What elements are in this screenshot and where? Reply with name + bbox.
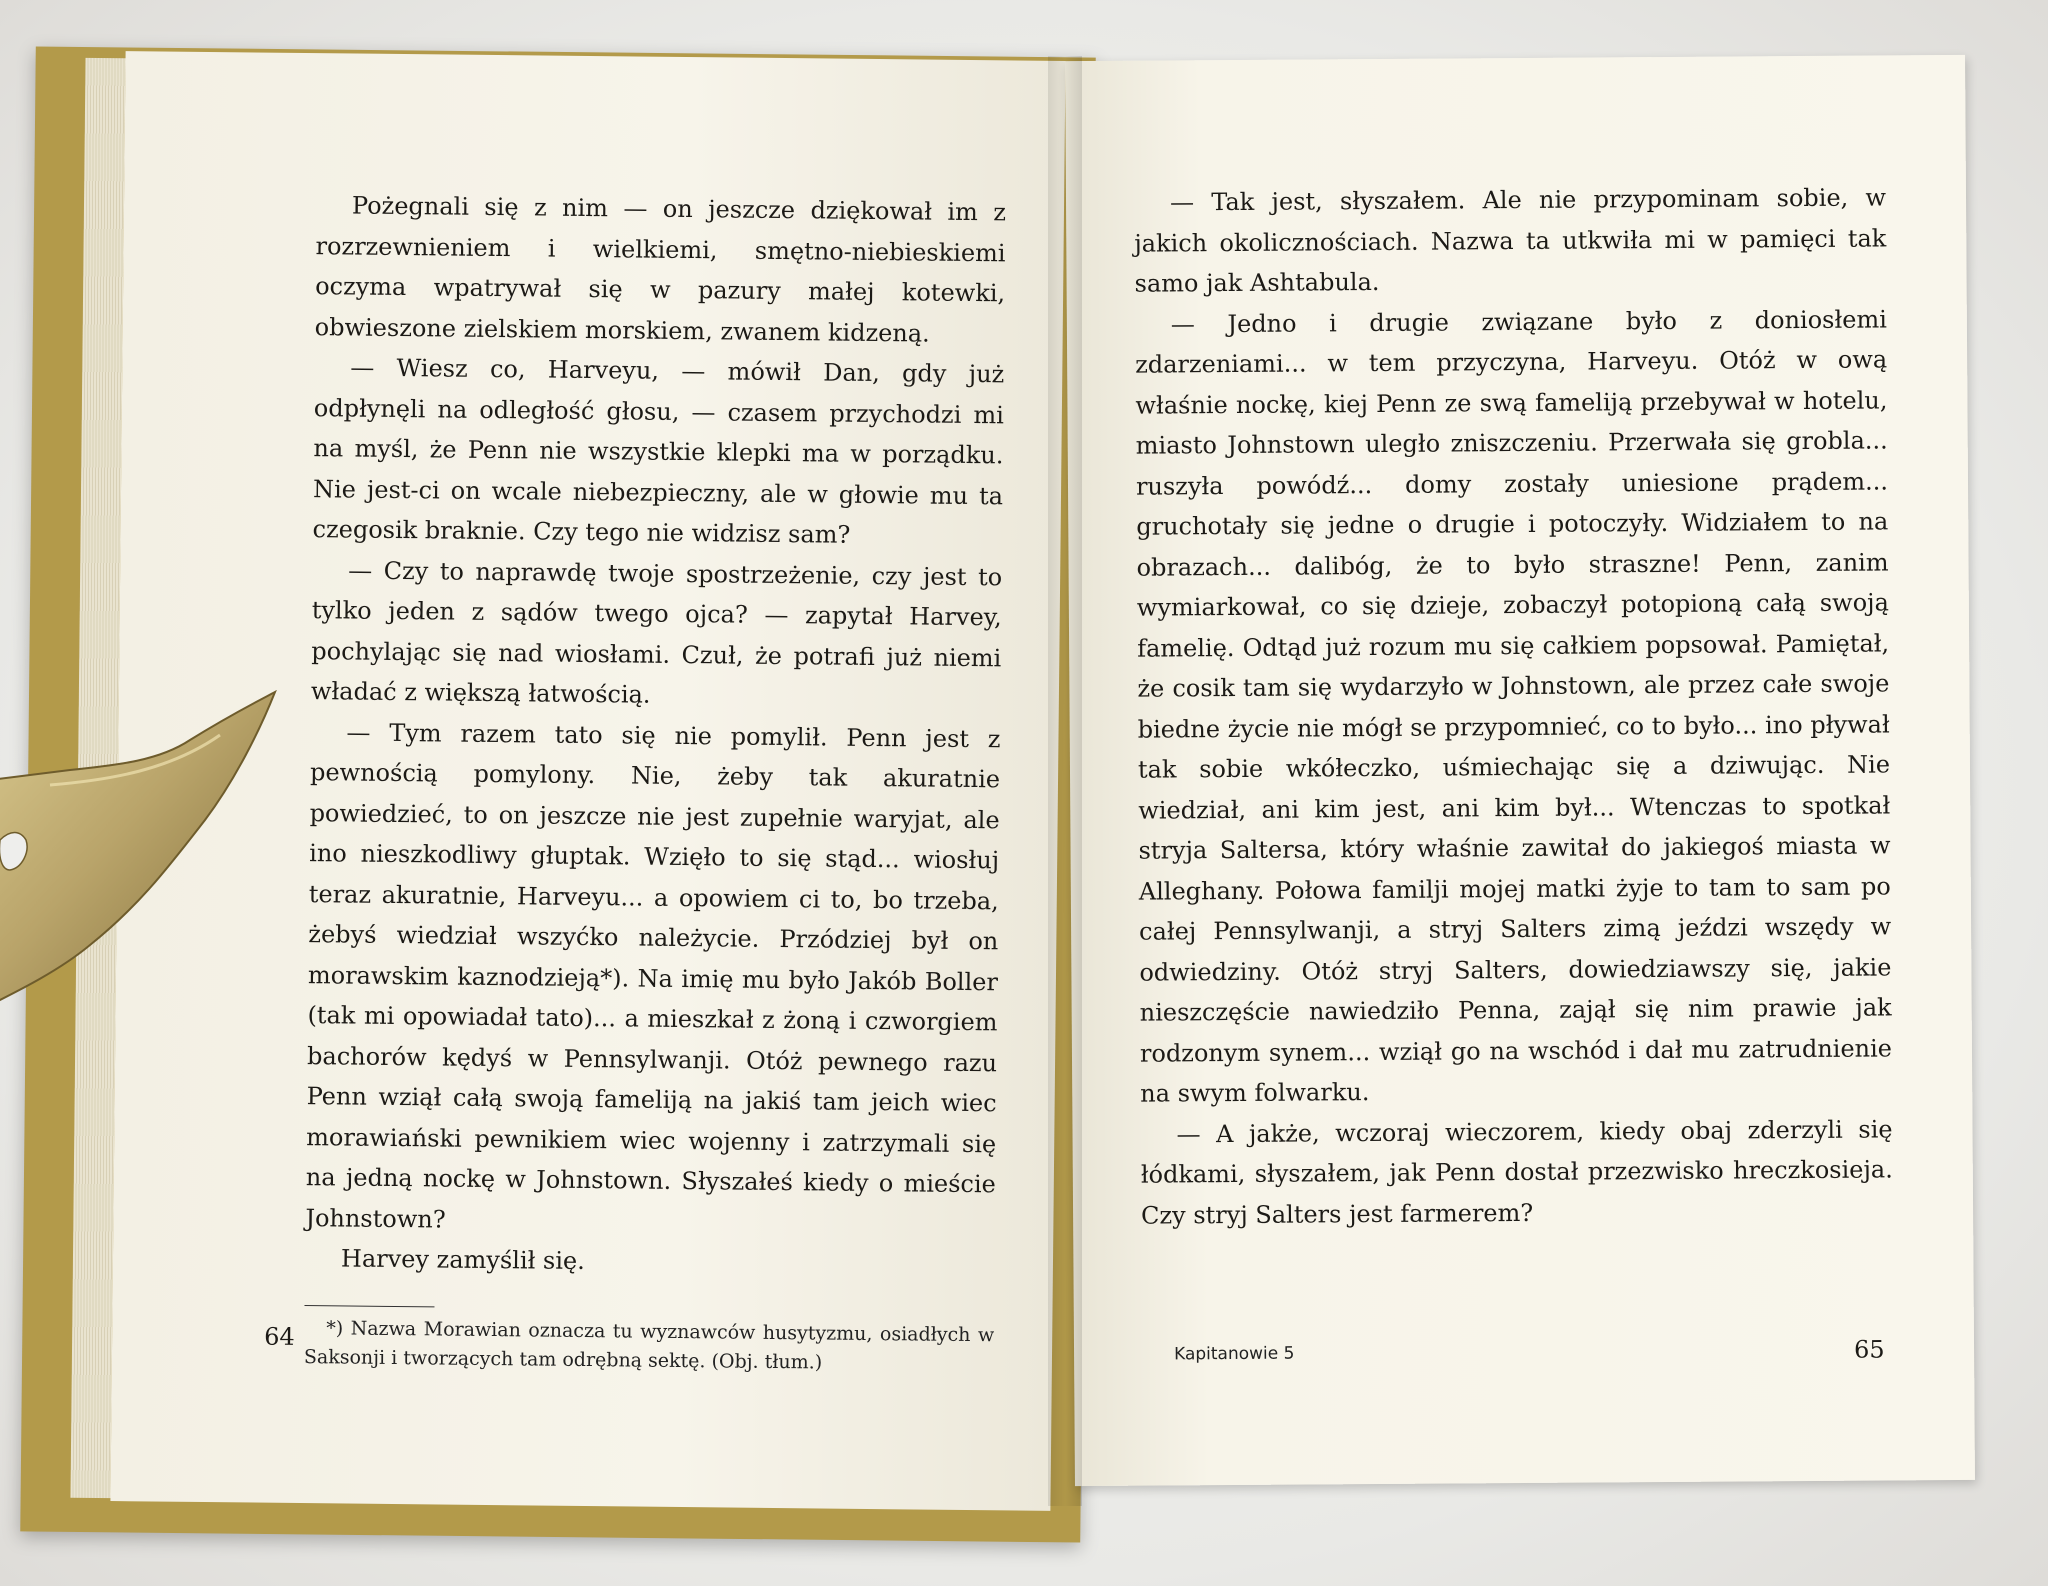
brass-letter-opener-icon [0, 690, 290, 1020]
footnote-rule [304, 1305, 434, 1307]
paragraph: — A jakże, wczoraj wieczorem, kiedy obaj zderzyli się łódkami, słyszałem, jak Penn dostał przezwisko hreczkosieja. Czy stryj Salters jest farmerem? [1140, 1114, 1893, 1230]
paragraph: — Tak jest, słyszałem. Ale nie przypominam sobie, w jakich okolicznościach. Nazwa ta utkwiła mi w pamięci tak samo jak Ashtabula. [1134, 183, 1887, 298]
paragraph: — Jedno i drugie związane było z doniosłemi zdarzeniami... w tem przyczyna, Harveyu. Otóż w ową właśnie nockę, kiej Penn ze swą fameliją przebywał w hotelu, miasto Johnstown uległo zniszczeniu. Przerwała się grobla... ruszyła powódź... domy zostały uniesione prądem... gruchotały się jedne o drugie i potoczyły. Widziałem to na obrazach... dalibóg, że to było straszne! Penn, zanim wymiarkował, co się dzieje, zobaczył potopioną całą swoją famelię. Odtąd już rozum mu się całkiem popsował. Pamiętał, że cosik tam się wydarzyło w Johnstown, ale przez całe swoje biedne życie nie mógł se przypomnieć, co to było... ino pływał tak sobie wkółeczko, uśmiechając się a dziwując. Nie wiedział, ani kim jest, ani kim był... Wtenczas to spotkał stryja Saltersa, który właśnie zawitał do jakiegoś miasta w Alleghany. Połowa familji mojej matki żyje to tam to sam po całej Pennsylwanji, a stryj Salters zimą jeździ wszędy w odwiedziny. Otóż stryj Salters, dowiedziawszy się, jakie nieszczęście nawiedziło Penna, zajął się nim prawie jak rodzonym synem... wziął go na wschód i dał mu zatrudnienie na swym folwarku. [1135, 304, 1893, 1108]
right-page [1065, 55, 1975, 1486]
page-number-right: 65 [1853, 1335, 1885, 1364]
page-number-left: 64 [264, 1322, 295, 1351]
printer-signature: Kapitanowie 5 [1173, 1343, 1295, 1365]
paragraph: — Tym razem tato się nie pomylił. Penn jest z pewnością pomylony. Nie, żeby tak akuratnie powiedzieć, to on jeszcze nie jest zupełnie waryjat, ale ino nieszkodliwy głuptak. Wzięło to się stąd... wiosłuj teraz akuratnie, Harveyu... a opowiem ci to, bo trzeba, żebyś wiedział wszyćko należycie. Przódziej był on morawskim kaznodzieją*). Na imię mu było Jakób Boller (tak mi opowiadał tato)... a mieszkał z żoną i czworgiem bachorów kędyś w Pennsylwanji. Otóż pewnego razu Penn wziął całą swoją fameliją na jakiś tam jeich wiec morawiański pewnikiem wiec wojenny i zatrzymali się na jedną nockę w Johnstown. Słyszałeś kiedy o mieście Johnstown? [305, 717, 1001, 1234]
paragraph: — Czy to naprawdę twoje spostrzeżenie, czy jest to tylko jeden z sądów twego ojca? — zapytał Harvey, pochylając się nad wiosłami. Czuł, że potrafi już niemi władać z większą łatwością. [310, 555, 1003, 709]
paragraph: Harvey zamyślił się. [340, 1244, 585, 1275]
book-gutter [1048, 56, 1082, 1506]
right-page-text [1134, 177, 1893, 1235]
left-page-text [304, 185, 1006, 1379]
footnote: *) Nazwa Morawian oznacza tu wyznawców husytyzmu, osiadłych w Saksonji i tworzących tam odrębną sektę. (Obj. tłum.) [303, 1316, 995, 1373]
paragraph: — Wiesz co, Harveyu, — mówił Dan, gdy już odpłynęli na odległość głosu, — czasem przychodzi mi na myśl, że Penn nie wszystkie klepki ma w porządku. Nie jest-ci on wcale niebezpieczny, ale w głowie mu ta czegosik braknie. Czy tego nie widzisz sam? [312, 353, 1005, 549]
paragraph: Pożegnali się z nim — on jeszcze dziękował im z rozrzewnieniem i wielkiemi, smętno-niebieskiemi oczyma wpatrywał się w pazury małej kotewki, obwieszone zielskiem morskiem, zwanem kidzeną. [314, 191, 1007, 348]
